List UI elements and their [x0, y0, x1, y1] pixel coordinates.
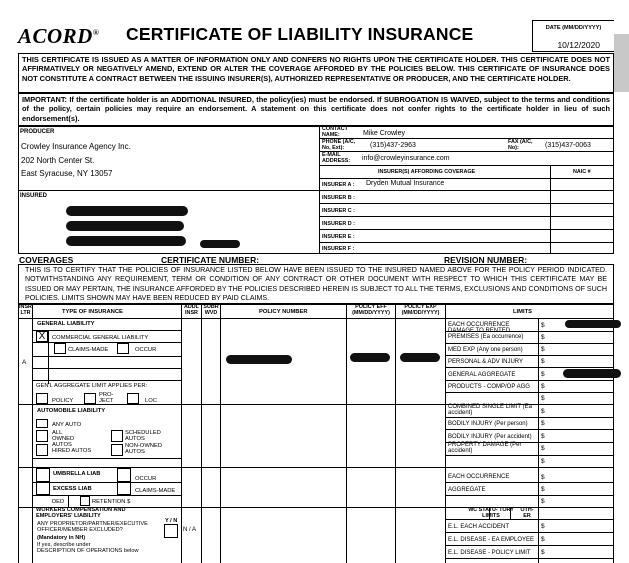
redacted-each-occurrence-amount: [565, 320, 621, 328]
retention-label: RETENTION $: [92, 499, 131, 505]
important-text: If the certificate holder is an ADDITIONAL INSURED, the policy(ies) must be endorsed. If SUBROGATION IS WAIVED, subject to the terms and conditions of the policy, certain policies may require an endorsement. A statement on this certificate does not confer rights to the certificate holder in lieu of such endorsement(s).: [22, 95, 611, 123]
wc-other-label: OTH- ER: [520, 507, 534, 519]
insured-label: INSURED: [20, 193, 48, 199]
hired-label: HIRED AUTOS: [52, 448, 92, 454]
all-owned-label: ALL OWNED AUTOS: [52, 430, 75, 448]
gl-limit-personal-injury: PERSONAL & ADV INJURY: [448, 359, 524, 365]
header-addl: ADDL INSR: [184, 304, 199, 316]
date-label: DATE (MM/DD/YYYY): [545, 25, 602, 31]
certificate-number-label: CERTIFICATE NUMBER:: [161, 255, 260, 265]
non-owned-label: NON-OWNED AUTOS: [125, 443, 163, 455]
occur-checkbox[interactable]: [117, 343, 129, 354]
dollar-sign: $: [541, 474, 545, 481]
dollar-sign: $: [541, 523, 545, 530]
contact-name: Mike Crowley: [363, 130, 406, 137]
redacted-insured-address1: [66, 221, 184, 231]
any-auto-label: ANY AUTO: [52, 422, 82, 428]
insurers-header: INSURER(S) AFFORDING COVERAGE: [378, 169, 476, 175]
umbrella-occur-checkbox[interactable]: [117, 468, 131, 482]
header-eff: POLICY EFF (MM/DD/YYYY): [352, 304, 390, 316]
redacted-insured-address2: [66, 236, 186, 246]
important-notice: [18, 93, 614, 126]
important-label: IMPORTANT:: [22, 95, 68, 104]
dollar-sign: $: [541, 322, 545, 329]
auto-limit-property: PROPERTY DAMAGE (Per accident): [448, 442, 522, 454]
header-insr-ltr: INSR LTR: [19, 304, 32, 316]
dollar-sign: $: [541, 486, 545, 493]
revision-number-label: REVISION NUMBER:: [444, 255, 528, 265]
dollar-sign: $: [541, 536, 545, 543]
umbrella-limit-each-occurrence: EACH OCCURRENCE: [448, 474, 510, 480]
gl-limit-med-exp: MED EXP (Any one person): [448, 347, 523, 353]
date-box: [532, 20, 614, 52]
wc-mandatory: (Mandatory in NH): [37, 535, 86, 541]
insurer-d-label: INSURER D :: [322, 221, 355, 227]
insurer-b-label: INSURER B :: [322, 195, 355, 201]
redacted-insured-name: [66, 206, 188, 216]
policy-label: POLICY: [52, 398, 74, 404]
redacted-gl-policy-number: [226, 355, 292, 364]
email-value: info@crowleyinsurance.com: [362, 155, 450, 162]
cgl-label: COMMERCIAL GENERAL LIABILITY: [52, 335, 149, 341]
umbrella-occur-label: OCCUR: [135, 476, 157, 482]
dollar-sign: $: [541, 433, 545, 440]
header-subr: SUBR WVD: [203, 304, 219, 316]
insurer-c-label: INSURER C :: [322, 208, 355, 214]
cgl-checkbox[interactable]: X: [36, 331, 48, 342]
producer-address2: East Syracuse, NY 13057: [21, 169, 113, 178]
wc-statutory-label: WC STATU- TORY LIMITS: [468, 507, 514, 519]
fax-label: FAX (A/C, No):: [508, 139, 533, 151]
insurer-a-name: Dryden Mutual Insurance: [366, 180, 445, 187]
side-scroll-tab[interactable]: [614, 34, 629, 92]
dollar-sign: $: [541, 358, 545, 365]
auto-title: AUTOMOBILE LIABILITY: [37, 408, 106, 414]
wc-na: N / A: [183, 527, 197, 533]
ded-label: DED: [52, 499, 65, 505]
email-label: E-MAIL ADDRESS:: [322, 152, 351, 164]
loc-checkbox[interactable]: [127, 393, 139, 404]
umbrella-label: UMBRELLA LIAB: [53, 471, 101, 477]
gl-title: GENERAL LIABILITY: [37, 321, 95, 327]
claims-made-checkbox[interactable]: [54, 343, 66, 354]
producer-label: PRODUCER: [20, 129, 55, 135]
gl-insurer-letter: A: [22, 359, 27, 366]
coverages-text: THIS IS TO CERTIFY THAT THE POLICIES OF INSURANCE LISTED BELOW HAVE BEEN ISSUED TO THE INSURED NAMED ABOVE FOR THE POLICY PERIOD INDICATED. NOTWITHSTANDING ANY REQUIREMENT, TERM OR CONDITION OF ANY CONTRACT OR OTHER DOCUMENT WITH RESPECT TO WHICH THIS CERTIFICATE MAY BE ISSUED OR MAY PERTAIN, THE INSURANCE AFFORDED BY THE POLICIES DESCRIBED HEREIN IS SUBJECT TO ALL THE TERMS, EXCLUSIONS AND CONDITIONS OF SUCH POLICIES. LIMITS SHOWN MAY HAVE BEEN REDUCED BY PAID CLAIMS.: [18, 264, 614, 304]
project-label: PRO- JECT: [99, 392, 114, 404]
non-owned-checkbox[interactable]: [111, 444, 123, 456]
dollar-sign: $: [541, 371, 545, 378]
dollar-sign: $: [541, 420, 545, 427]
policy-checkbox[interactable]: [36, 393, 48, 404]
dollar-sign: $: [541, 445, 545, 452]
dollar-sign: $: [541, 549, 545, 556]
producer-address1: 202 North Center St.: [21, 156, 95, 165]
redacted-general-aggregate-amount: [563, 369, 621, 378]
project-checkbox[interactable]: [84, 393, 96, 404]
umbrella-limit-aggregate: AGGREGATE: [448, 487, 486, 493]
umbrella-checkbox[interactable]: [36, 468, 50, 482]
redacted-gl-eff-date: [350, 353, 390, 362]
page-title: CERTIFICATE OF LIABILITY INSURANCE: [126, 24, 474, 44]
auto-limit-bi-person: BODILY INJURY (Per person): [448, 421, 528, 427]
redacted-gl-exp-date: [400, 353, 440, 362]
notice-text: THIS CERTIFICATE IS ISSUED AS A MATTER OF INFORMATION ONLY AND CONFERS NO RIGHTS UPON THE CERTIFICATE HOLDER. THIS CERTIFICATE DOES NOT AFFIRMATIVELY OR NEGATIVELY AMEND, EXTEND OR ALTER THE COVERAGE AFFORDED BY THE POLICIES BELOW. THIS CERTIFICATE OF INSURANCE DOES NOT CONSTITUTE A CONTRACT BETWEEN THE ISSUING INSURER(S), AUTHORIZED REPRESENTATIVE OR PRODUCER, AND THE CERTIFICATE HOLDER.: [18, 53, 614, 93]
insurer-f-label: INSURER F :: [322, 246, 355, 252]
gl-aggregate-label: GEN'L AGGREGATE LIMIT APPLIES PER:: [36, 383, 148, 389]
dollar-sign: $: [541, 346, 545, 353]
gl-limit-products: PRODUCTS - COMP/OP AGG: [448, 384, 530, 390]
phone-value: (315)437-2963: [370, 142, 416, 149]
gl-limit-each-occurrence: EACH OCCURRENCE: [448, 322, 510, 328]
date-value: 10/12/2020: [557, 40, 600, 50]
auto-limit-csl: COMBINED SINGLE LIMIT (Ea accident): [448, 404, 532, 416]
coverages-label: COVERAGES: [19, 255, 74, 265]
header-limits: LIMITS: [513, 309, 532, 315]
wc-describe2: DESCRIPTION OF OPERATIONS below: [37, 548, 139, 554]
header-exp: POLICY EXP (MM/DD/YYYY): [401, 304, 440, 316]
wc-title: WORKERS COMPENSATION AND EMPLOYERS' LIABILITY: [36, 507, 126, 519]
excess-label: EXCESS LIAB: [53, 486, 92, 492]
wc-describe: If yes, describe under: [37, 542, 91, 548]
claims-made-label: CLAIMS-MADE: [68, 347, 109, 353]
insurer-e-label: INSURER E :: [322, 234, 355, 240]
header-policy-number: POLICY NUMBER: [259, 309, 308, 315]
wc-limit-policy: E.L. DISEASE - POLICY LIMIT: [448, 550, 531, 556]
fax-value: (315)437-0063: [545, 142, 591, 149]
phone-label: PHONE (A/C, No, Ext):: [322, 139, 356, 151]
scheduled-label: SCHEDULED AUTOS: [125, 430, 161, 442]
dollar-sign: $: [541, 383, 545, 390]
producer-name: Crowley Insurance Agency Inc.: [21, 142, 131, 151]
naic-label: NAIC #: [573, 169, 591, 175]
wc-yn-checkbox[interactable]: [164, 524, 178, 538]
gl-limit-damage-premises: DAMAGE TO RENTED PREMISES (Ea occurrence): [448, 328, 524, 340]
header-type: TYPE OF INSURANCE: [62, 309, 123, 315]
excess-checkbox[interactable]: [36, 482, 50, 495]
dollar-sign: $: [541, 458, 545, 465]
all-owned-checkbox[interactable]: [36, 430, 48, 442]
hired-checkbox[interactable]: [36, 444, 48, 456]
wc-yn-label: Y / N: [165, 518, 178, 524]
acord-logo: ACORD®: [18, 24, 100, 48]
scheduled-checkbox[interactable]: [111, 430, 123, 442]
loc-label: LOC: [145, 398, 157, 404]
wc-limit-each-accident: E.L. EACH ACCIDENT: [448, 524, 510, 530]
insurer-a-label: INSURER A :: [322, 182, 355, 188]
occur-label: OCCUR: [135, 347, 157, 353]
umbrella-claims-checkbox[interactable]: [117, 482, 131, 495]
dollar-sign: $: [541, 395, 545, 402]
redacted-insured-zip: [200, 240, 240, 248]
retention-checkbox[interactable]: [80, 496, 90, 506]
dollar-sign: $: [541, 408, 545, 415]
auto-limit-bi-accident: BODILY INJURY (Per accident): [448, 434, 532, 440]
gl-limit-general-aggregate: GENERAL AGGREGATE: [448, 372, 516, 378]
contact-name-label: CONTACT NAME:: [322, 126, 348, 138]
dollar-sign: $: [541, 498, 545, 505]
dollar-sign: $: [541, 334, 545, 341]
umbrella-claims-label: CLAIMS-MADE: [135, 488, 176, 494]
any-auto-checkbox[interactable]: [36, 419, 48, 428]
wc-limit-ea-employee: E.L. DISEASE - EA EMPLOYEE: [448, 537, 535, 543]
wc-question: ANY PROPRIETOR/PARTNER/EXECUTIVE OFFICER/MEMBER EXCLUDED?: [37, 521, 148, 533]
